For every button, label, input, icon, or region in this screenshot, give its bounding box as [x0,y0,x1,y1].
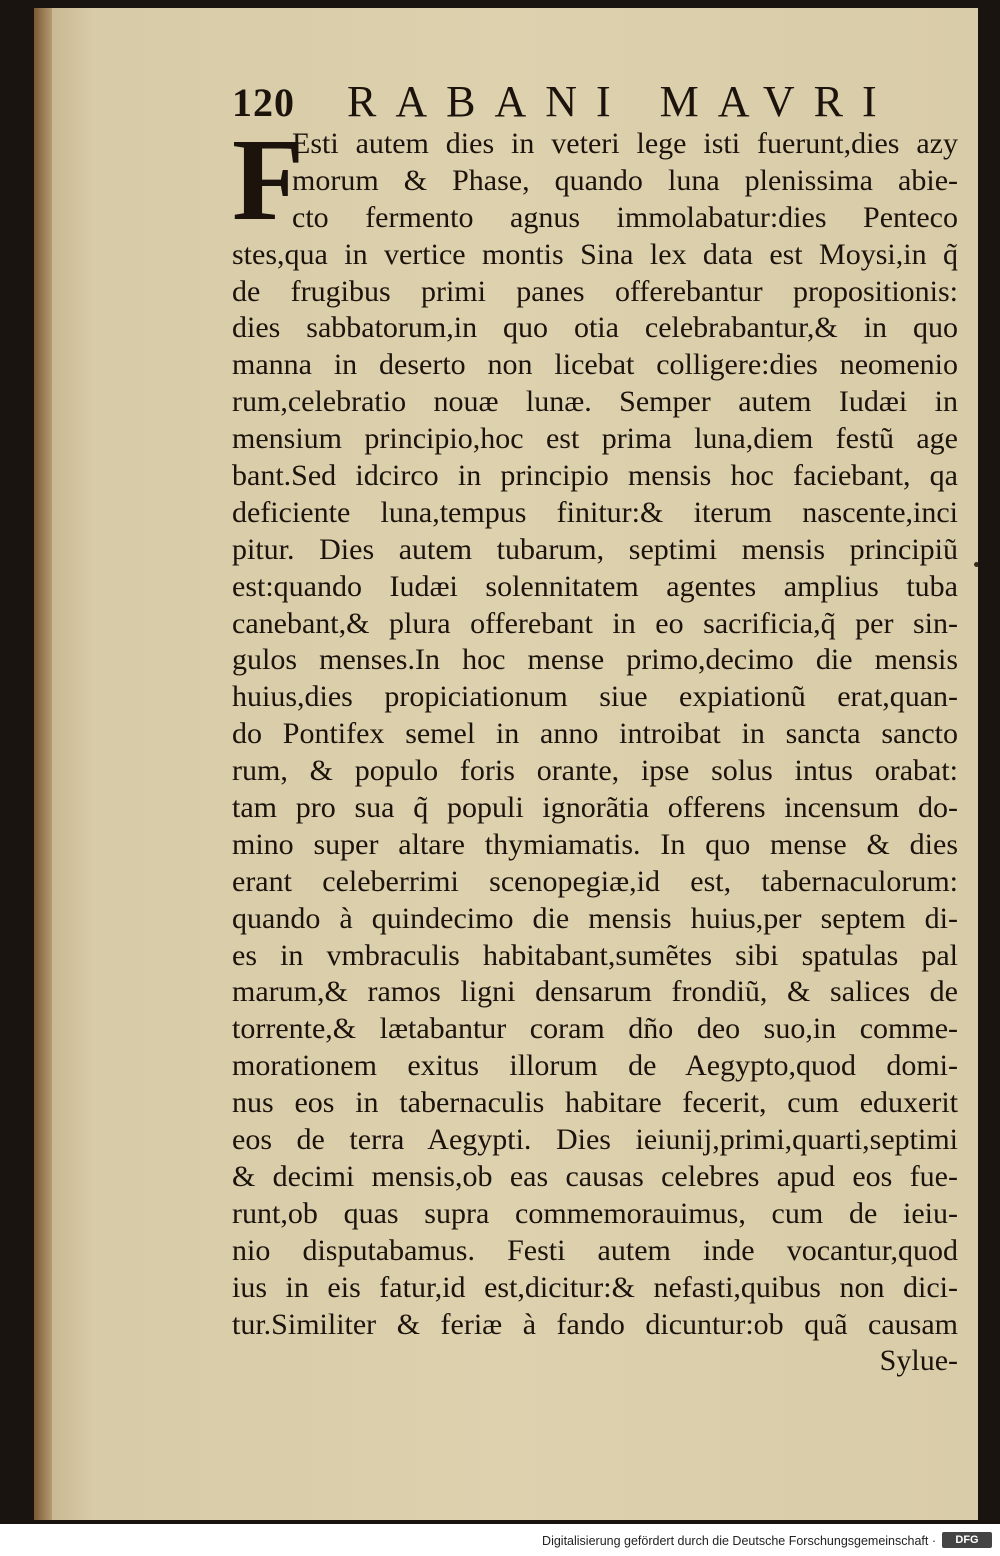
text-line: gulos menses.In hoc mense primo,decimo die mensis [232,643,958,677]
text-line: bant.Sed idcirco in principio mensis hoc faciebant, qa [232,459,958,493]
text-line: nus eos in tabernaculis habitare fecerit, cum eduxerit [232,1086,958,1120]
text-line: tam pro sua q̃ populi ignorãtia offerens incensum do- [232,791,958,825]
page-header [232,76,896,132]
text-line: deficiente luna,tempus finitur:& iterum nascente,inci [232,495,958,529]
text-line: pitur. Dies autem tubarum, septimi mensis principiũ [232,532,958,566]
text-line: do Pontifex semel in anno introibat in sancta sancto [232,717,958,751]
text-line: cto fermento agnus immolabatur:dies Penteco [292,200,958,234]
page-gutter [34,8,52,1520]
footer-bar [0,1524,1000,1556]
text-line: erant celeberrimi scenopegiæ,id est, tabernaculorum: [232,864,958,898]
text-line: morationem exitus illorum de Aegypto,quod domi- [232,1049,958,1083]
text-line: & decimi mensis,ob eas causas celebres apud eos fue- [232,1159,958,1193]
text-line: mensium principio,hoc est prima luna,diem festũ age [232,422,958,456]
text-line: marum,& ramos ligni densarum frondiũ, & salices de [232,975,958,1009]
text-line: stes,qua in vertice montis Sina lex data est Moysi,in q̃ [232,237,958,271]
text-line: es in vmbraculis habitabant,sumẽtes sibi spatulas pal [232,938,958,972]
text-line: rum, & populo foris orante, ipse solus intus orabat: [232,754,958,788]
text-line: morum & Phase, quando luna plenissima abie- [292,163,958,197]
text-line: quando à quindecimo die mensis huius,per septem di- [232,901,958,935]
text-line: dies sabbatorum,in quo otia celebrabantur,& in quo [232,311,958,345]
text-line: rum,celebratio nouæ lunæ. Semper autem Iudæi in [232,385,958,419]
body-text [232,114,958,1380]
catchword: Sylue- [879,1344,958,1378]
text-line: torrente,& lætabantur coram dño deo suo,in comme- [232,1012,958,1046]
text-line: ius in eis fatur,id est,dicitur:& nefasti,quibus non dici- [232,1270,958,1304]
text-line: tur.Similiter & feriæ à fando dicuntur:ob quã causam [232,1307,958,1341]
text-line: manna in deserto non licebat colligere:dies neomenio [232,348,958,382]
dfg-logo-icon: DFG [942,1532,992,1548]
text-line: huius,dies propiciationum siue expiationũ erat,quan- [232,680,958,714]
text-lines [232,114,958,1343]
running-head: RABANI MAVRI [347,77,896,126]
text-line: nio disputabamus. Festi autem inde vocantur,quod [232,1233,958,1267]
drop-cap: F [232,114,305,245]
text-line: mino super altare thymiamatis. In quo mense & dies [232,827,958,861]
text-line: de frugibus primi panes offerebantur propositionis: [232,274,958,308]
text-line: est:quando Iudæi solennitatem agentes amplius tuba [232,569,958,603]
text-line: runt,ob quas supra commemorauimus, cum de ieiu- [232,1196,958,1230]
page-number: 120 [232,80,295,125]
book-page [34,8,978,1520]
margin-mark [974,562,978,567]
text-line: canebant,& plura offerebant in eo sacrificia,q̃ per sin- [232,606,958,640]
text-line: Esti autem dies in veteri lege isti fuerunt,dies azy [292,127,958,160]
footer-credit: Digitalisierung gefördert durch die Deutsche Forschungsgemeinschaft · [542,1534,936,1548]
text-line: eos de terra Aegypti. Dies ieiunij,primi,quarti,septimi [232,1123,958,1157]
